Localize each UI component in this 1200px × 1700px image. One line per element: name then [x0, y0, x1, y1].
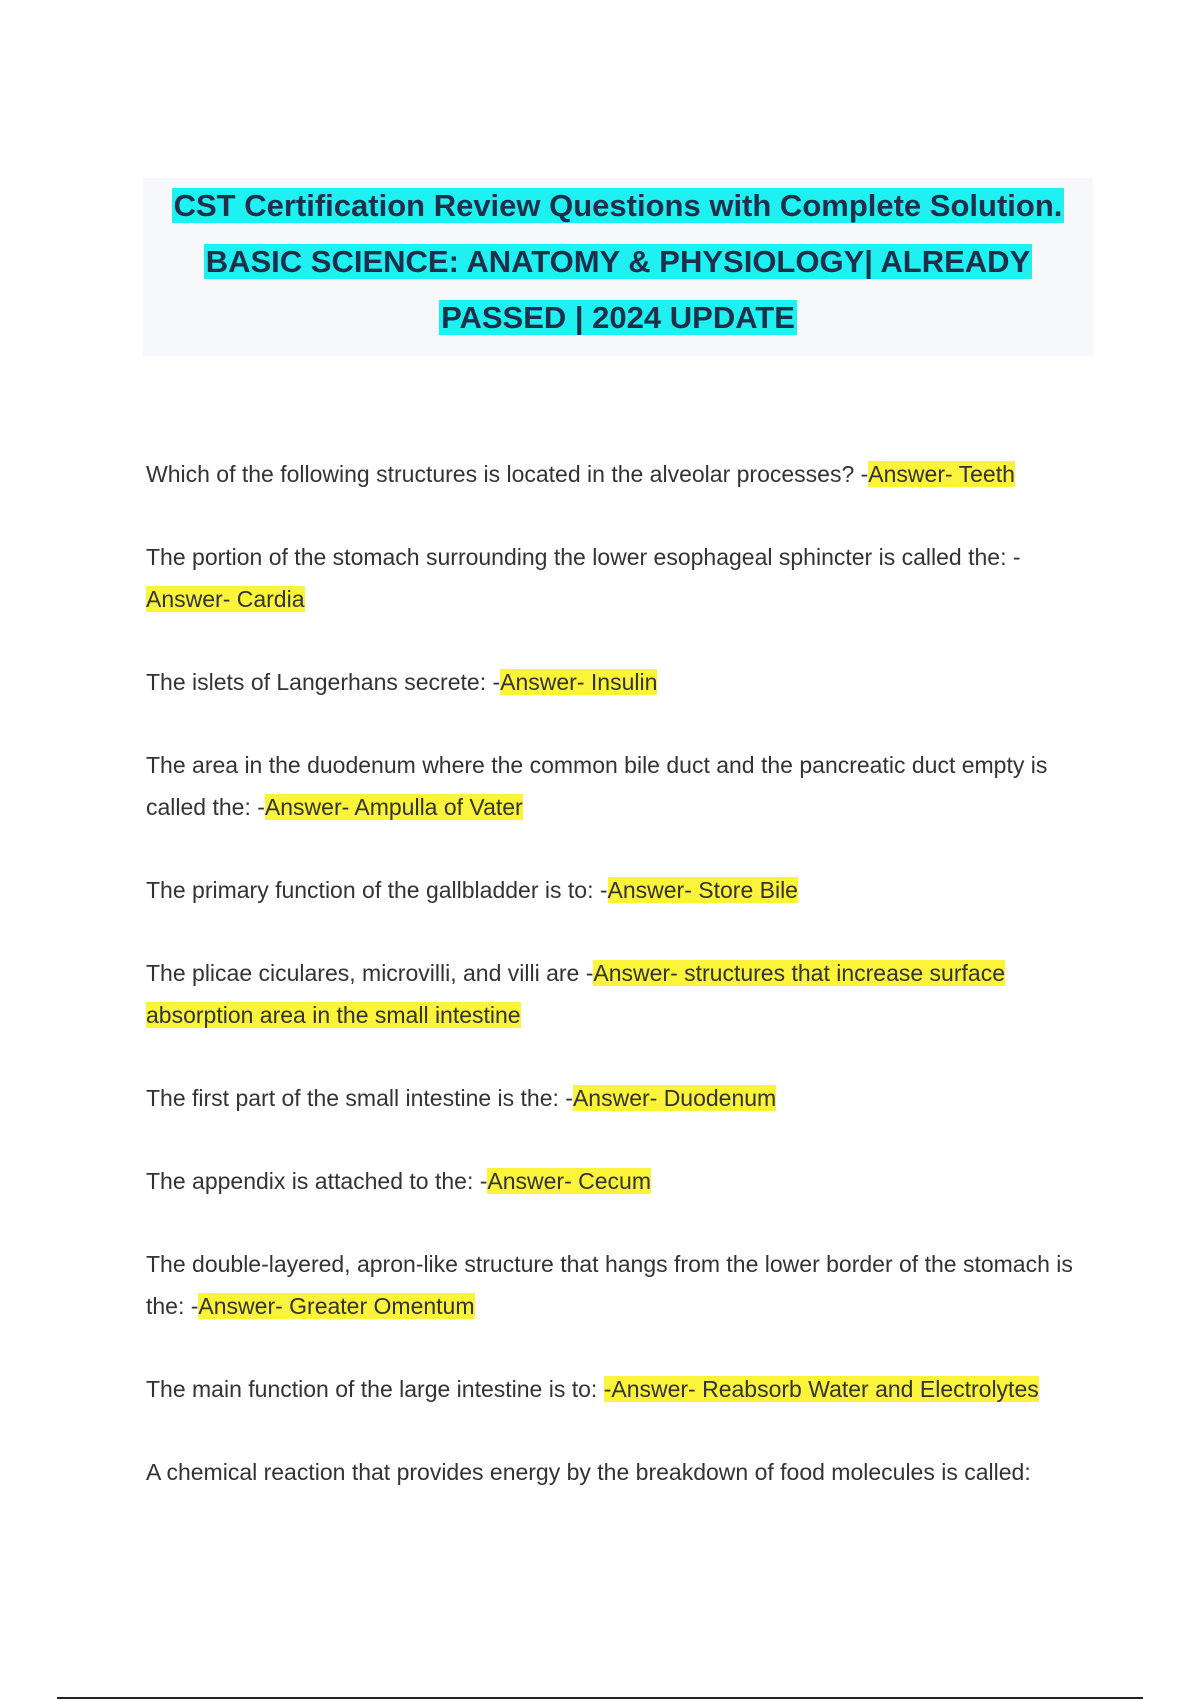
answer-text: Answer- Store Bile: [607, 877, 798, 903]
question-text: The main function of the large intestine is to:: [146, 1376, 604, 1402]
answer-text: Answer- Cardia: [146, 586, 305, 612]
answer-text: -Answer- Reabsorb Water and Electrolytes: [603, 1376, 1039, 1402]
question-text: The area in the duodenum where the common bile duct and the pancreatic duct empty is called the: -: [146, 752, 1048, 820]
question-item: [146, 453, 1096, 495]
question-item: [146, 1077, 1096, 1119]
question-item: [146, 952, 1096, 1036]
question-item: [146, 1160, 1096, 1202]
question-item: [146, 661, 1096, 703]
question-text: The islets of Langerhans secrete: -: [146, 669, 501, 695]
title-line-1: CST Certification Review Questions with Complete Solution.: [173, 188, 1063, 223]
answer-text: Answer- Duodenum: [572, 1085, 777, 1111]
question-text: The first part of the small intestine is the: -: [146, 1085, 573, 1111]
answer-text: Answer- Cecum: [487, 1168, 651, 1194]
question-text: The double-layered, apron-like structure that hangs from the lower border of the stomach is the: -: [146, 1251, 1073, 1319]
question-text: Which of the following structures is located in the alveolar processes? -: [146, 461, 869, 487]
question-text: The primary function of the gallbladder is to: -: [146, 877, 608, 903]
question-list: [146, 430, 1096, 1493]
question-text: The appendix is attached to the: -: [146, 1168, 488, 1194]
answer-text: Answer- Ampulla of Vater: [264, 794, 523, 820]
question-item: [146, 869, 1096, 911]
question-item: [146, 744, 1096, 828]
question-text: A chemical reaction that provides energy by the breakdown of food molecules is called:: [146, 1459, 1031, 1485]
question-item: [146, 1243, 1096, 1327]
answer-text: Answer- Teeth: [868, 461, 1015, 487]
question-text: The plicae ciculares, microvilli, and villi are -: [146, 960, 594, 986]
question-item: [146, 1368, 1096, 1410]
title-line-2: BASIC SCIENCE: ANATOMY & PHYSIOLOGY| ALREADY: [205, 244, 1031, 279]
document-title: [143, 178, 1093, 356]
title-line-3: PASSED | 2024 UPDATE: [441, 300, 795, 335]
page-bottom-rule: [57, 1697, 1143, 1699]
answer-text: Answer- structures that increase surface absorption area in the small intestine: [146, 960, 1005, 1028]
answer-text: Answer- Greater Omentum: [198, 1293, 475, 1319]
question-item: [146, 1451, 1096, 1493]
answer-text: Answer- Insulin: [500, 669, 658, 695]
question-item: [146, 536, 1096, 620]
question-text: The portion of the stomach surrounding the lower esophageal sphincter is called the: -: [146, 544, 1021, 570]
